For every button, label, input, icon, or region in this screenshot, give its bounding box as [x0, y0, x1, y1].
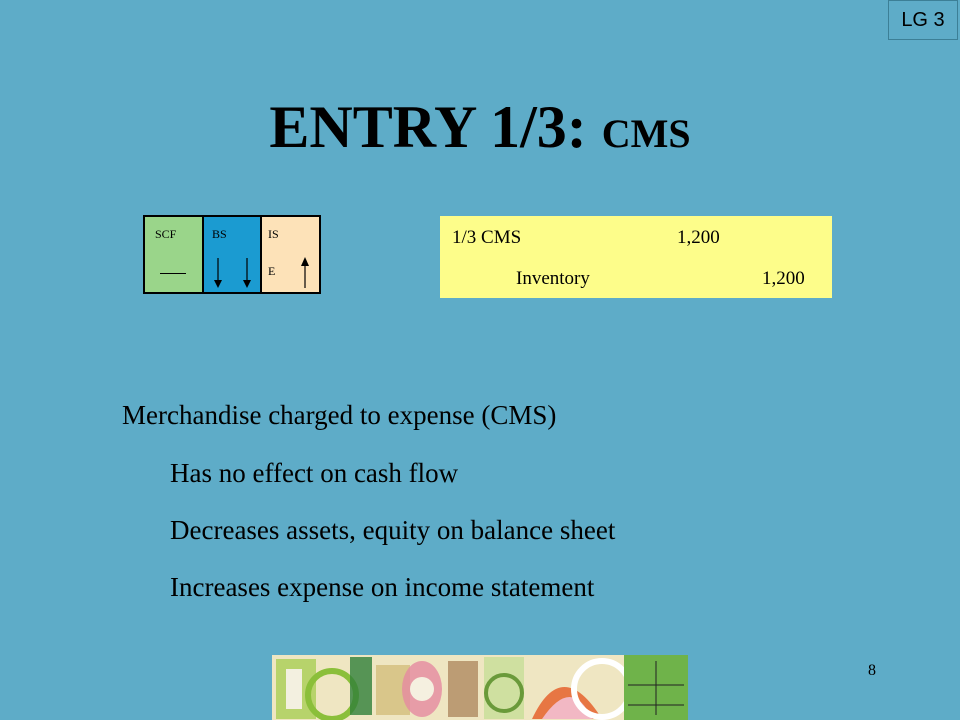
title-sub: CMS [601, 111, 691, 156]
bs-effect-cell [204, 254, 262, 292]
scf-header: SCF [155, 227, 177, 241]
scf-effect-cell [145, 254, 204, 292]
slide-title [0, 92, 960, 169]
explanation-heading: Merchandise charged to expense (CMS) [122, 400, 557, 430]
debit-amount: 1,200 [677, 227, 720, 248]
credit-amount: 1,200 [762, 268, 805, 289]
explanation-item: Has no effect on cash flow [170, 458, 459, 488]
title-main: ENTRY 1/3: [269, 94, 602, 160]
is-header-cell [262, 217, 319, 254]
learning-goal-badge: LG 3 [888, 0, 958, 40]
no-effect-dash [160, 273, 186, 274]
expense-label: E [268, 264, 276, 278]
statement-effects-table [143, 215, 321, 294]
bs-down-arrows-icon [204, 254, 260, 292]
bs-header-cell [204, 217, 262, 254]
explanation-item: Decreases assets, equity on balance sheet [170, 515, 616, 545]
is-header: IS [268, 227, 279, 241]
page-number: 8 [868, 662, 876, 679]
expense-up-arrow-icon [262, 254, 319, 292]
decorative-banner-logo [272, 655, 688, 720]
explanation-item: Increases expense on income statement [170, 572, 595, 602]
credit-account: Inventory [516, 268, 590, 289]
journal-entry [440, 216, 832, 298]
is-effect-cell [262, 254, 319, 292]
debit-account: 1/3 CMS [452, 227, 522, 248]
scf-header-cell [145, 217, 204, 254]
bs-header: BS [212, 227, 227, 241]
